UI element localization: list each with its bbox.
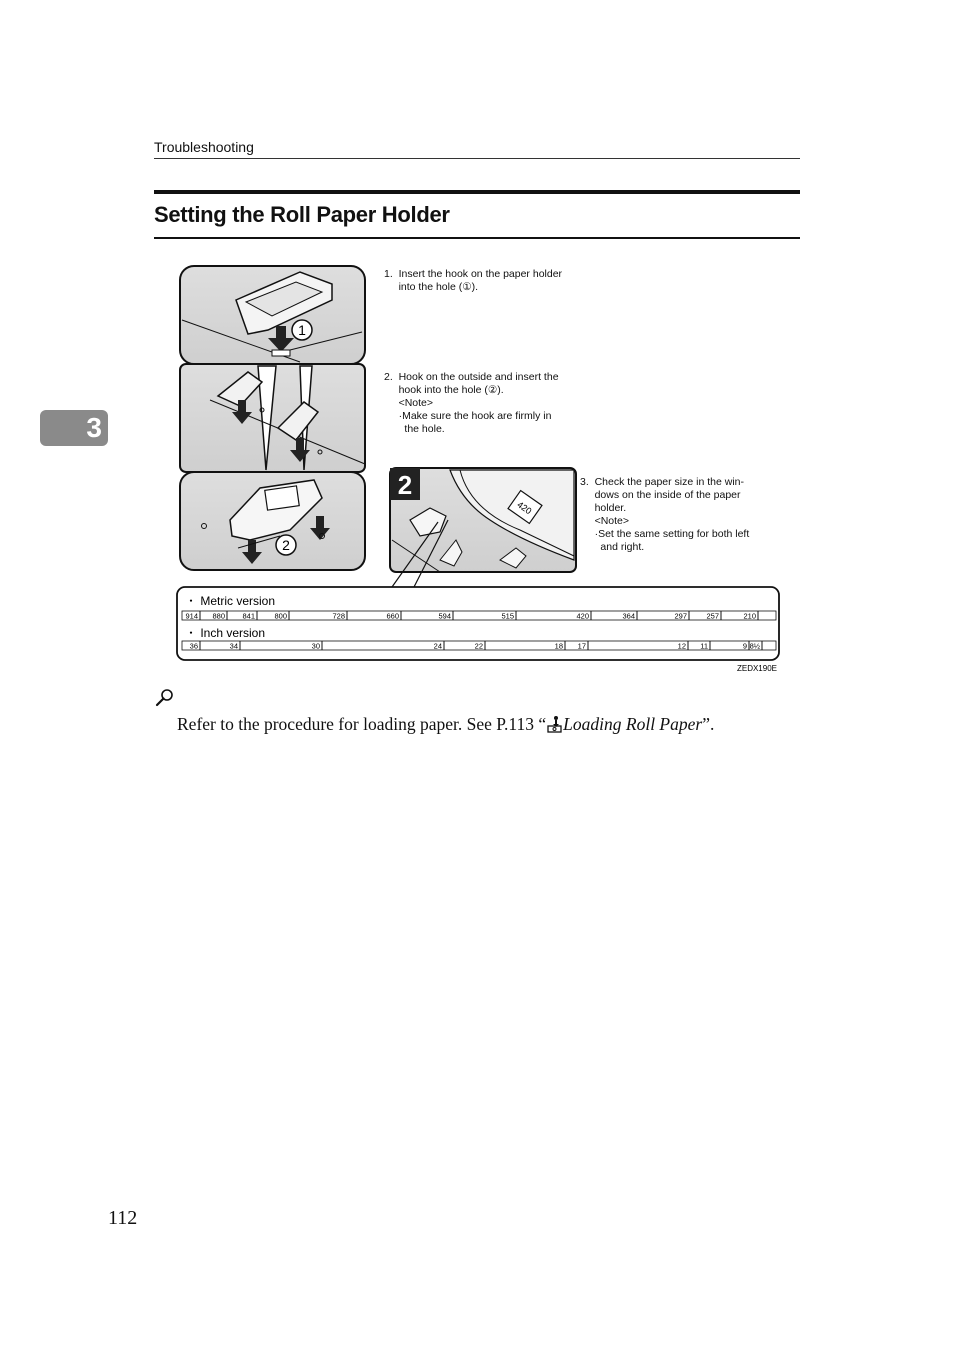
instruction-3: 3. Check the paper size in the win- dows on the inside of the paper holder. <Note> ·Set the same setting for both left and right. bbox=[580, 476, 750, 553]
running-header: Troubleshooting bbox=[154, 139, 254, 155]
metric-tick-label: 841 bbox=[242, 611, 255, 621]
instruction-2: 2. Hook on the outside and insert the hook into the hole (②). <Note> ·Make sure the hook are firmly in the hole. bbox=[384, 371, 559, 435]
metric-tick-label: 914 bbox=[185, 611, 198, 621]
circle-2-label: 2 bbox=[282, 537, 290, 553]
inch-version-label: ・ Inch version bbox=[185, 626, 266, 640]
instruction-1: 1. Insert the hook on the paper holder into the hole (①). bbox=[384, 268, 563, 293]
inch-tick-label: 17 bbox=[577, 641, 586, 651]
metric-tick-label: 800 bbox=[274, 611, 287, 621]
window-label: 420 bbox=[515, 499, 534, 517]
panel-hook-inserted bbox=[180, 472, 365, 570]
figure-code: ZEDX190E bbox=[736, 664, 777, 673]
reference-magnifier-icon bbox=[155, 688, 175, 708]
metric-tick-label: 515 bbox=[501, 611, 514, 621]
reference-text-after: ”. bbox=[702, 714, 715, 734]
metric-tick-label: 660 bbox=[386, 611, 399, 621]
reference-text-before: Refer to the procedure for loading paper. See P.113 “ bbox=[177, 714, 547, 734]
metric-tick-label: 297 bbox=[674, 611, 687, 621]
inch-tick-label: 9 bbox=[742, 641, 747, 651]
inch-tick-label: 36 bbox=[189, 641, 198, 651]
step-2-badge: 2 bbox=[397, 470, 413, 500]
reference-link[interactable]: Loading Roll Paper bbox=[563, 714, 703, 734]
metric-tick-label: 728 bbox=[332, 611, 345, 621]
metric-tick-label: 420 bbox=[576, 611, 589, 621]
metric-version-label: ・ Metric version bbox=[185, 594, 276, 608]
metric-tick-label: 210 bbox=[743, 611, 756, 621]
metric-tick-label: 257 bbox=[706, 611, 719, 621]
inch-tick-label: 11 bbox=[700, 641, 708, 651]
inch-tick-label: 18 bbox=[554, 641, 563, 651]
inch-tick-label: 22 bbox=[474, 641, 483, 651]
inch-tick-label: 24 bbox=[433, 641, 442, 651]
reference-note bbox=[177, 714, 714, 735]
panel-insert-hook bbox=[180, 266, 365, 364]
panel-hook-outside bbox=[180, 364, 365, 472]
metric-tick-label: 880 bbox=[212, 611, 225, 621]
chapter-tab: 3 bbox=[40, 410, 108, 446]
inch-tick-label: 12 bbox=[677, 641, 686, 651]
size-scale bbox=[177, 587, 779, 660]
inch-tick-label: 30 bbox=[311, 641, 320, 651]
circle-1-label: 1 bbox=[298, 322, 306, 338]
inch-tick-label: 34 bbox=[229, 641, 238, 651]
inch-tick-label: 8½ bbox=[749, 641, 760, 651]
page-number: 112 bbox=[108, 1207, 138, 1229]
procedure-icon bbox=[546, 715, 563, 733]
metric-tick-label: 594 bbox=[438, 611, 451, 621]
page-title: Setting the Roll Paper Holder bbox=[154, 202, 450, 227]
metric-tick-label: 364 bbox=[622, 611, 635, 621]
